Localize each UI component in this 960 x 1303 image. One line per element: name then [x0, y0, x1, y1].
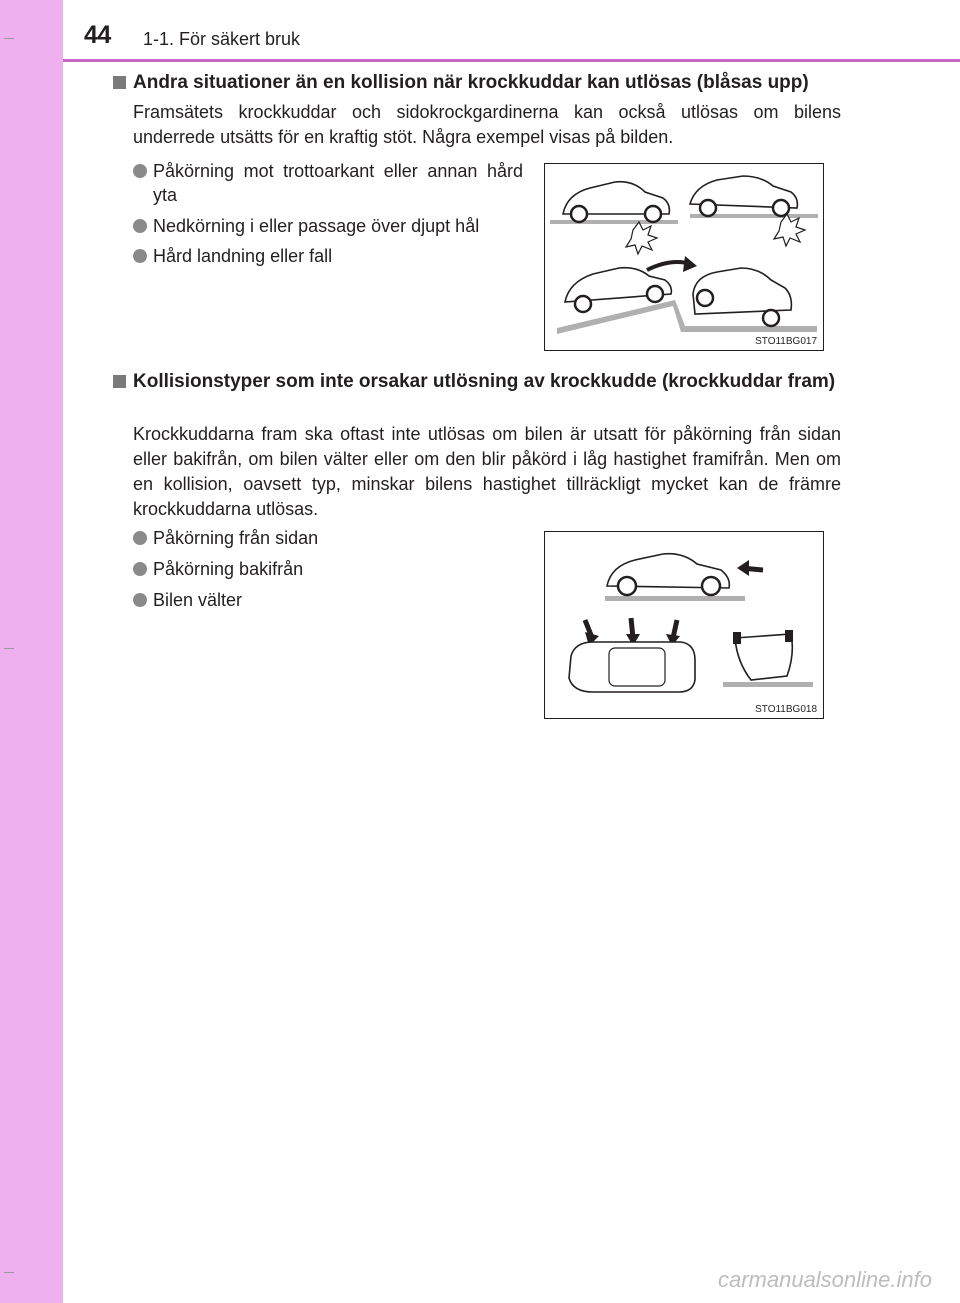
circle-bullet-icon: [133, 531, 147, 545]
figure-code: STO11BG018: [755, 704, 817, 715]
circle-bullet-icon: [133, 164, 147, 178]
figure-non-deployment-collisions: [544, 531, 824, 719]
circle-bullet-icon: [133, 249, 147, 263]
bullet-text: Bilen välter: [153, 590, 243, 610]
section1-bullet: [133, 244, 523, 268]
section1-paragraph: Framsätets krockkuddar och sidokrockgardinerna kan också utlösas om bilens underrede utsätts för en kraftig stöt. Några exempel visas på bilden.: [133, 102, 841, 147]
figure-code: STO11BG017: [755, 336, 817, 347]
bullet-text: Påkörning från sidan: [153, 528, 319, 548]
section1-bullet: [133, 159, 523, 207]
square-bullet-icon: [113, 76, 126, 89]
section2-bullet: [133, 526, 523, 550]
section2-paragraph: Krockkuddarna fram ska oftast inte utlösas om bilen är utsatt för påkörning från sidan eller bakifrån, om bilen välter eller om den blir påkörd i låg hastighet framifrån. Men om en kollision, oavsett typ, minskar bilens hastighet tillräckligt mycket kan de främre krockkuddarna utlösas.: [133, 424, 841, 519]
section1-heading: [113, 70, 843, 95]
chapter-title: 1-1. För säkert bruk: [143, 29, 301, 49]
car-impact-illustration: [545, 164, 823, 350]
circle-bullet-icon: [133, 562, 147, 576]
section2-bullet: [133, 588, 523, 612]
bullet-text: Påkörning bakifrån: [153, 559, 304, 579]
square-bullet-icon: [113, 375, 126, 388]
section1-bullet: [133, 214, 523, 238]
page-number: 44: [84, 21, 111, 49]
bullet-text: Hård landning eller fall: [153, 246, 333, 266]
bullet-text: Påkörning mot trottoarkant eller annan hård yta: [153, 161, 523, 205]
header-rule: [63, 59, 960, 62]
section1-heading-text: Andra situationer än en kollision när krockkuddar kan utlösas (blåsas upp): [133, 72, 809, 93]
car-collision-illustration: [545, 532, 823, 718]
watermark: carmanualsonline.info: [717, 1267, 932, 1292]
circle-bullet-icon: [133, 219, 147, 233]
section2-bullet: [133, 557, 523, 581]
bullet-text: Nedkörning i eller passage över djupt hål: [153, 216, 480, 236]
section2-heading-text: Kollisionstyper som inte orsakar utlösning av krockkudde (krockkuddar fram): [133, 371, 836, 392]
side-color-band: [0, 0, 63, 1303]
circle-bullet-icon: [133, 593, 147, 607]
section2-heading: [113, 369, 853, 394]
figure-undercarriage-impacts: [544, 163, 824, 351]
